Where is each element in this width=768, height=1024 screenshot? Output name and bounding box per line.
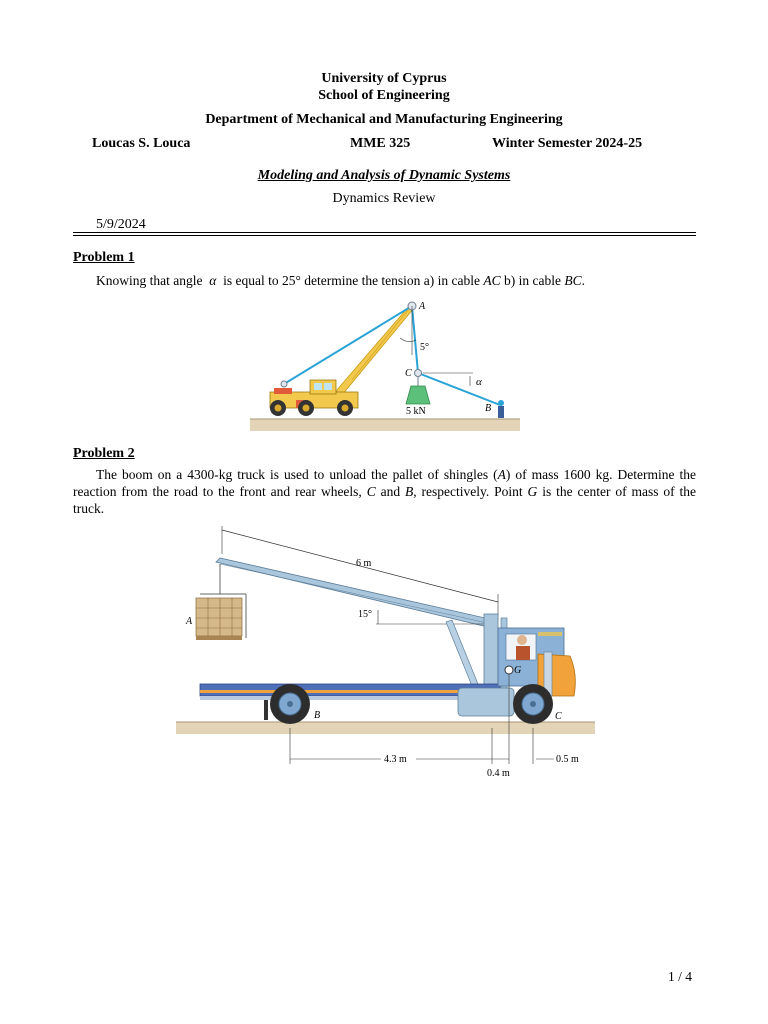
label-a: A — [419, 301, 426, 312]
header-rule-top — [73, 232, 696, 233]
label-g: G — [514, 665, 522, 676]
label-b: B — [314, 710, 321, 721]
label-4-3m: 4.3 m — [384, 754, 407, 765]
problem-2-title: Problem 2 — [73, 446, 135, 461]
label-alpha: α — [476, 376, 482, 388]
document-date: 5/9/2024 — [96, 217, 146, 232]
ring-c — [415, 370, 422, 377]
label-6m: 6 m — [356, 558, 372, 569]
course-code: MME 325 — [350, 136, 411, 151]
university-name: University of Cyprus — [321, 71, 447, 86]
school-name: School of Engineering — [318, 88, 450, 103]
center-of-mass-g — [505, 666, 513, 674]
label-load: 5 kN — [406, 406, 426, 417]
problem-2-text: The boom on a 4300-kg truck is used to unload the pallet of shingles (A) of mass 1600 kg. Determine the reaction from the road to the front and rear wheels, C and B, respectively. Point G is the center of mass of the truck. — [73, 467, 697, 516]
author-name: Loucas S. Louca — [92, 136, 191, 151]
label-c: C — [405, 368, 412, 379]
label-5-degree: 5° — [420, 342, 429, 353]
label-0-5m: 0.5 m — [556, 754, 579, 765]
label-15-degree: 15° — [358, 609, 372, 620]
alpha-symbol: α — [209, 273, 217, 288]
crane-figure — [248, 300, 521, 432]
department-name: Department of Mechanical and Manufacturing Engineering — [205, 112, 563, 127]
truck-boom — [216, 558, 494, 628]
anchor-b — [498, 400, 504, 406]
problem-1-title: Problem 1 — [73, 250, 135, 265]
semester: Winter Semester 2024-25 — [492, 136, 643, 151]
ground — [250, 419, 520, 431]
label-a: A — [186, 616, 193, 627]
pallet-shingles — [196, 598, 242, 636]
page-number: 1 / 4 — [668, 969, 693, 984]
document-title: Dynamics Review — [332, 191, 436, 206]
label-b: B — [485, 403, 492, 414]
problem-1-text: Knowing that angle α is equal to 25° determine the tension a) in cable AC b) in cable BC. — [96, 273, 586, 288]
header-rule-bottom — [73, 235, 696, 236]
label-c: C — [555, 711, 562, 722]
course-title: Modeling and Analysis of Dynamic Systems — [257, 168, 511, 183]
label-0-4m: 0.4 m — [487, 768, 510, 779]
truck-figure — [176, 524, 596, 784]
